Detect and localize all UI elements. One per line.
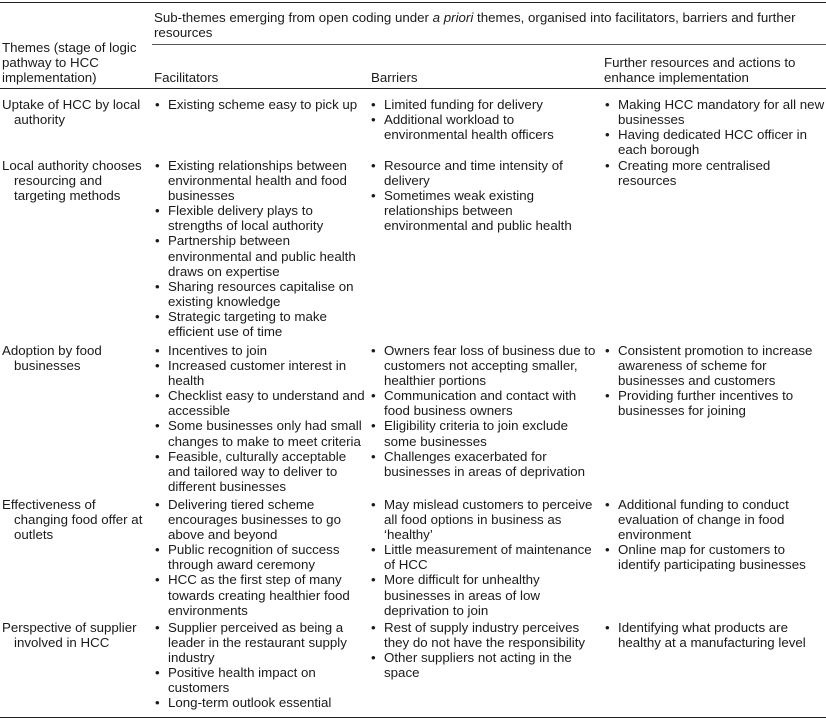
- list-item: • Additional workload to environmental health officers: [370, 112, 596, 142]
- barriers-cell: [370, 620, 596, 680]
- list-item: • Eligibility criteria to join exclude some businesses: [370, 418, 596, 448]
- theme-label: Perspective of supplier involved in HCC: [2, 620, 137, 651]
- facilitators-cell: [154, 497, 366, 618]
- list-item: • Public recognition of success through award ceremony: [154, 542, 366, 572]
- list-item: • Limited funding for delivery: [370, 97, 596, 112]
- list-item: • Some businesses only had small changes to make to meet criteria: [154, 418, 366, 448]
- list-item: • Having dedicated HCC officer in each borough: [604, 127, 826, 157]
- list-item: • Creating more centralised resources: [604, 158, 826, 188]
- list-item: • Additional funding to conduct evaluation of change in food environment: [604, 497, 826, 542]
- header-span: [154, 10, 814, 40]
- list-item: • Sometimes weak existing relationships between environmental and public health: [370, 188, 596, 233]
- facilitators-cell: [154, 620, 366, 711]
- theme-cell: [2, 158, 146, 203]
- list-item: • Online map for customers to identify participating businesses: [604, 542, 826, 572]
- list-item: • Communication and contact with food business owners: [370, 388, 596, 418]
- list-item: • Challenges exacerbated for businesses in areas of deprivation: [370, 449, 596, 479]
- list-item: • Incentives to join: [154, 343, 366, 358]
- list-item: • Strategic targeting to make efficient use of time: [154, 309, 366, 339]
- resources-cell: [604, 497, 826, 572]
- list-item: • Sharing resources capitalise on existing knowledge: [154, 279, 366, 309]
- list-item: • Resource and time intensity of delivery: [370, 158, 596, 188]
- theme-label: Uptake of HCC by local authority: [2, 97, 141, 128]
- theme-label: Effectiveness of changing food offer at outlets: [2, 497, 143, 543]
- facilitators-cell: [154, 158, 366, 339]
- list-item: • Checklist easy to understand and accessible: [154, 388, 366, 418]
- list-item: • Delivering tiered scheme encourages businesses to go above and beyond: [154, 497, 366, 542]
- list-item: • More difficult for unhealthy businesses in areas of low deprivation to join: [370, 572, 596, 617]
- list-item: • HCC as the first step of many towards creating healthier food environments: [154, 572, 366, 617]
- barriers-cell: [370, 343, 596, 479]
- theme-label: Local authority chooses resourcing and targeting methods: [2, 158, 142, 204]
- barriers-cell: [370, 497, 596, 618]
- list-item: • Owners fear loss of business due to customers not accepting smaller, healthier portions: [370, 343, 596, 388]
- header-resources: Further resources and actions to enhance implementation: [604, 55, 796, 86]
- list-item: • Rest of supply industry perceives they do not have the responsibility: [370, 620, 596, 650]
- resources-cell: [604, 97, 826, 157]
- barriers-cell: [370, 158, 596, 233]
- facilitators-cell: [154, 97, 366, 112]
- list-item: • Identifying what products are healthy at a manufacturing level: [604, 620, 826, 650]
- top-rule: [0, 2, 826, 3]
- theme-cell: [2, 620, 146, 650]
- list-item: • Existing scheme easy to pick up: [154, 97, 366, 112]
- list-item: • Increased customer interest in health: [154, 358, 366, 388]
- theme-cell: [2, 343, 146, 373]
- theme-label: Adoption by food businesses: [2, 343, 102, 374]
- header-rule: [0, 88, 826, 89]
- list-item: • Partnership between environmental and public health draws on expertise: [154, 233, 366, 278]
- barriers-cell: [370, 97, 596, 142]
- header-span-rule: [152, 44, 826, 45]
- header-barriers: Barriers: [371, 70, 418, 85]
- header-span-suffix: themes, organised into facilitators, barriers and further resources: [154, 10, 796, 41]
- resources-cell: [604, 158, 826, 188]
- list-item: • Feasible, culturally acceptable and tailored way to deliver to different businesses: [154, 449, 366, 494]
- header-span-prefix: Sub-themes emerging from open coding under: [154, 10, 433, 25]
- list-item: • Long-term outlook essential: [154, 695, 366, 710]
- header-facilitators: Facilitators: [154, 70, 219, 85]
- list-item: • May mislead customers to perceive all food options in business as ‘healthy’: [370, 497, 596, 542]
- resources-cell: [604, 620, 826, 650]
- header-themes: Themes (stage of logic pathway to HCC implementation): [2, 40, 137, 86]
- list-item: • Supplier perceived as being a leader in the restaurant supply industry: [154, 620, 366, 665]
- list-item: • Consistent promotion to increase awareness of scheme for businesses and customers: [604, 343, 826, 388]
- header-span-italic: a priori: [432, 10, 474, 25]
- list-item: • Other suppliers not acting in the space: [370, 650, 596, 680]
- theme-cell: [2, 497, 146, 542]
- list-item: • Making HCC mandatory for all new businesses: [604, 97, 826, 127]
- list-item: • Existing relationships between environmental health and food businesses: [154, 158, 366, 203]
- list-item: • Little measurement of maintenance of HCC: [370, 542, 596, 572]
- list-item: • Flexible delivery plays to strengths of local authority: [154, 203, 366, 233]
- facilitators-cell: [154, 343, 366, 494]
- theme-cell: [2, 97, 146, 127]
- list-item: • Positive health impact on customers: [154, 665, 366, 695]
- list-item: • Providing further incentives to businesses for joining: [604, 388, 826, 418]
- bottom-rule: [0, 717, 826, 718]
- resources-cell: [604, 343, 826, 418]
